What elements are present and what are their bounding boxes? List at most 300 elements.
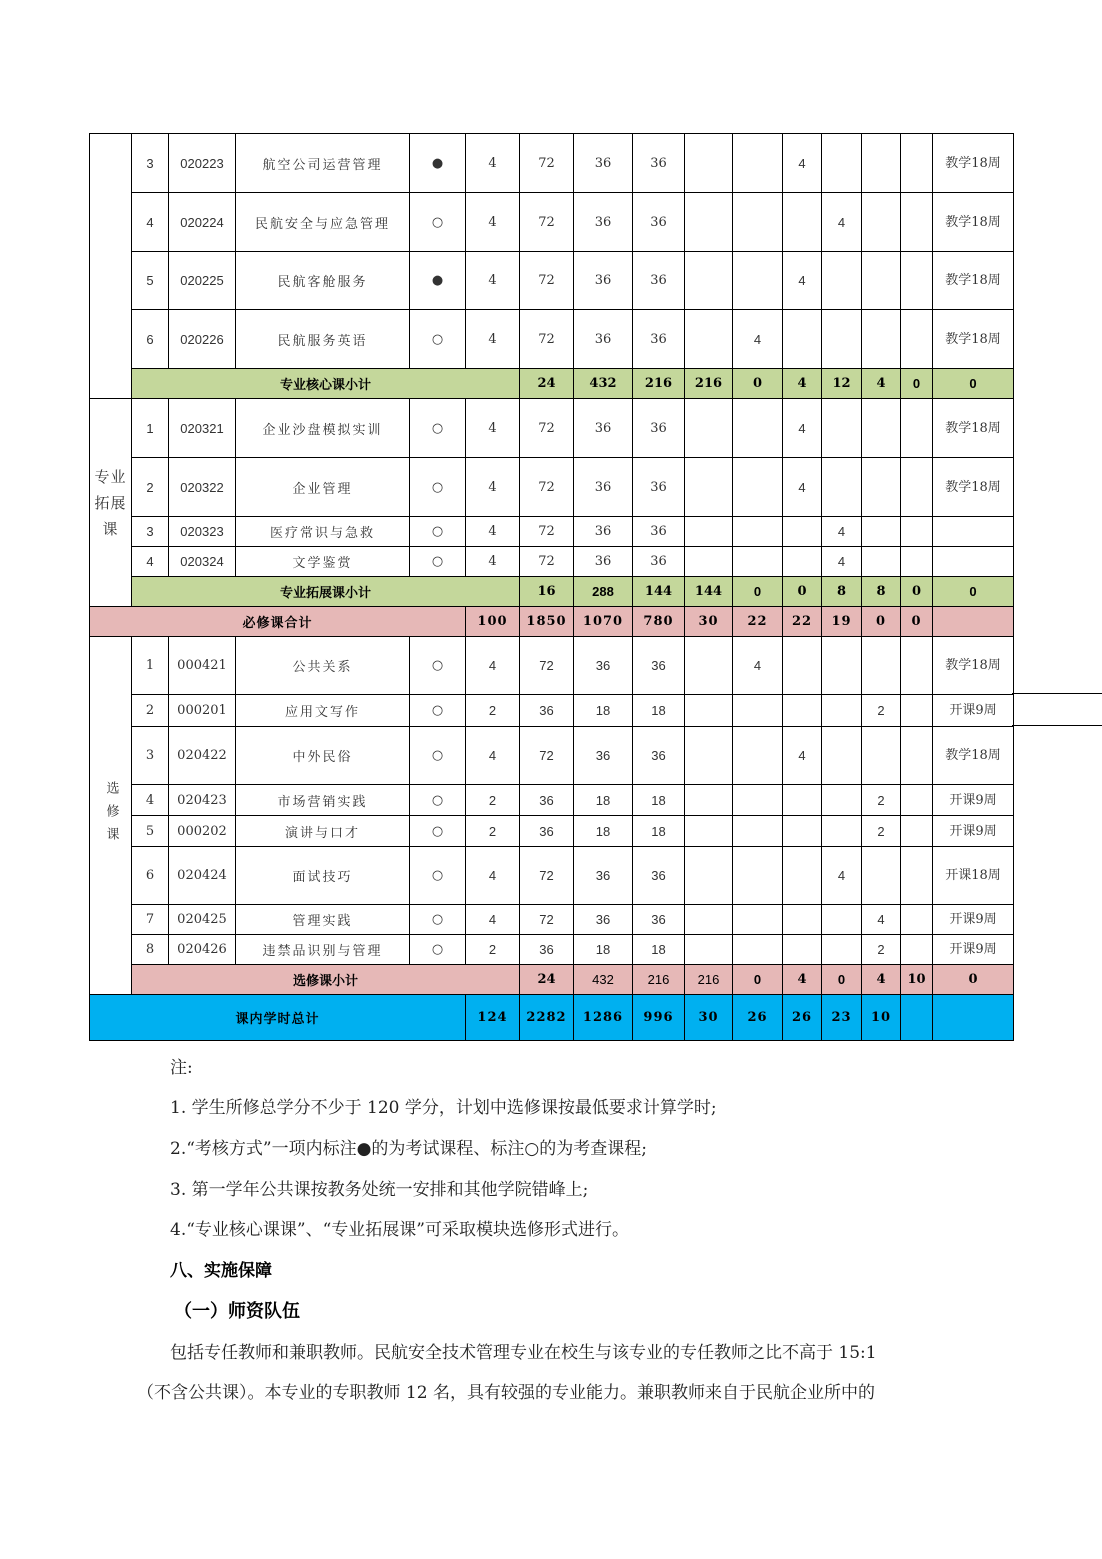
cell-s5 bbox=[862, 517, 901, 547]
subtotal-label: 课内学时总计 bbox=[90, 995, 466, 1041]
cell-s6 bbox=[901, 905, 933, 935]
cell-credits: 4 bbox=[466, 193, 520, 252]
course-number: 7 bbox=[132, 905, 169, 935]
course-note: 教学18周 bbox=[933, 458, 1014, 517]
check-open-circle-icon: ○ bbox=[410, 193, 466, 252]
cell-s1 bbox=[685, 816, 733, 847]
cell-s4 bbox=[822, 134, 862, 193]
course-note: 教学18周 bbox=[933, 134, 1014, 193]
cell-s3 bbox=[783, 695, 822, 727]
cell-s6 bbox=[901, 847, 933, 905]
cell-s2 bbox=[733, 517, 783, 547]
cell-s3 bbox=[783, 847, 822, 905]
course-row bbox=[90, 547, 1014, 577]
cell-practice: 36 bbox=[633, 134, 685, 193]
cell-hours: 72 bbox=[520, 547, 574, 577]
course-row bbox=[90, 785, 1014, 816]
cell-credits: 4 bbox=[466, 517, 520, 547]
cell-hours: 72 bbox=[520, 399, 574, 458]
subtotal-credits: 124 bbox=[466, 995, 520, 1041]
cell-practice: 18 bbox=[633, 816, 685, 847]
cell-s1 bbox=[685, 547, 733, 577]
cell-s6 bbox=[901, 193, 933, 252]
category-extension: 专业拓展课 bbox=[90, 399, 132, 607]
course-name: 中外民俗 bbox=[236, 727, 410, 785]
cell-theory: 36 bbox=[574, 134, 633, 193]
course-code: 000202 bbox=[169, 816, 236, 847]
cell-s2 bbox=[733, 847, 783, 905]
cell-credits: 4 bbox=[466, 637, 520, 695]
course-row bbox=[90, 517, 1014, 547]
cell-s5: 2 bbox=[862, 816, 901, 847]
cell-s6 bbox=[901, 399, 933, 458]
subtotal-credits: 24 bbox=[520, 369, 574, 399]
cell-s5 bbox=[862, 727, 901, 785]
cell-credits: 4 bbox=[466, 905, 520, 935]
cell-s2 bbox=[733, 134, 783, 193]
cell-practice: 18 bbox=[633, 695, 685, 727]
cell-s4 bbox=[822, 399, 862, 458]
cell-s1 bbox=[685, 134, 733, 193]
cell-hours: 72 bbox=[520, 517, 574, 547]
check-open-circle-icon: ○ bbox=[410, 695, 466, 727]
cell-credits: 4 bbox=[466, 252, 520, 310]
course-note: 开课18周 bbox=[933, 847, 1014, 905]
course-code: 020321 bbox=[169, 399, 236, 458]
cell-s1 bbox=[685, 399, 733, 458]
course-row bbox=[90, 727, 1014, 785]
course-note: 教学18周 bbox=[933, 399, 1014, 458]
course-code: 020226 bbox=[169, 310, 236, 369]
cell-s2 bbox=[733, 547, 783, 577]
course-code: 020324 bbox=[169, 547, 236, 577]
cell-practice: 36 bbox=[633, 399, 685, 458]
check-open-circle-icon: ○ bbox=[410, 847, 466, 905]
cell-s6 bbox=[901, 816, 933, 847]
course-row bbox=[90, 310, 1014, 369]
cell-s4 bbox=[822, 695, 862, 727]
cell-s4: 4 bbox=[822, 517, 862, 547]
subtotal-s5: 10 bbox=[901, 965, 933, 995]
course-number: 1 bbox=[132, 399, 169, 458]
course-row bbox=[90, 458, 1014, 517]
cell-theory: 36 bbox=[574, 399, 633, 458]
subtotal-s1: 0 bbox=[733, 965, 783, 995]
course-number: 1 bbox=[132, 637, 169, 695]
course-note: 教学18周 bbox=[933, 252, 1014, 310]
cell-credits: 2 bbox=[466, 695, 520, 727]
cell-s6 bbox=[901, 517, 933, 547]
subtotal-credits: 16 bbox=[520, 577, 574, 607]
subtotal-label: 专业拓展课小计 bbox=[132, 577, 520, 607]
cell-practice: 36 bbox=[633, 310, 685, 369]
course-code: 020224 bbox=[169, 193, 236, 252]
cell-hours: 72 bbox=[520, 637, 574, 695]
cell-s3: 4 bbox=[783, 458, 822, 517]
cell-s3 bbox=[783, 193, 822, 252]
subtotal-row bbox=[90, 995, 1014, 1041]
subtotal-s5: 0 bbox=[901, 577, 933, 607]
cell-credits: 4 bbox=[466, 399, 520, 458]
cell-theory: 36 bbox=[574, 727, 633, 785]
cell-s3 bbox=[783, 905, 822, 935]
course-name: 企业管理 bbox=[236, 458, 410, 517]
cell-hours: 72 bbox=[520, 727, 574, 785]
subtotal-s2: 4 bbox=[783, 369, 822, 399]
course-note: 开课9周 bbox=[933, 905, 1014, 935]
note-item: 2.“考核方式”一项内标注●的为考试课程、标注○的为考查课程; bbox=[170, 1139, 647, 1159]
subtotal-s4: 19 bbox=[822, 607, 862, 637]
cell-s1 bbox=[685, 935, 733, 965]
cell-s1 bbox=[685, 785, 733, 816]
subtotal-note bbox=[933, 607, 1014, 637]
cell-s2 bbox=[733, 727, 783, 785]
cell-s2 bbox=[733, 252, 783, 310]
subtotal-s5: 0 bbox=[901, 369, 933, 399]
course-number: 3 bbox=[132, 134, 169, 193]
cell-practice: 18 bbox=[633, 785, 685, 816]
subtotal-theory: 1070 bbox=[574, 607, 633, 637]
cell-s2 bbox=[733, 193, 783, 252]
cell-s5 bbox=[862, 193, 901, 252]
cell-theory: 36 bbox=[574, 252, 633, 310]
cell-s3 bbox=[783, 517, 822, 547]
subtotal-s4: 4 bbox=[862, 965, 901, 995]
cell-credits: 4 bbox=[466, 547, 520, 577]
cell-s2: 4 bbox=[733, 310, 783, 369]
cell-credits: 2 bbox=[466, 935, 520, 965]
course-row bbox=[90, 935, 1014, 965]
cell-s5 bbox=[862, 637, 901, 695]
cell-theory: 36 bbox=[574, 517, 633, 547]
subtotal-practice: 216 bbox=[685, 369, 733, 399]
course-name: 航空公司运营管理 bbox=[236, 134, 410, 193]
course-note bbox=[933, 517, 1014, 547]
course-row bbox=[90, 637, 1014, 695]
cell-s1 bbox=[685, 905, 733, 935]
cell-practice: 36 bbox=[633, 727, 685, 785]
cell-hours: 36 bbox=[520, 935, 574, 965]
cell-s3: 4 bbox=[783, 727, 822, 785]
course-number: 4 bbox=[132, 547, 169, 577]
subtotal-row bbox=[90, 577, 1014, 607]
course-row bbox=[90, 193, 1014, 252]
cell-s6 bbox=[901, 637, 933, 695]
subtotal-theory: 144 bbox=[633, 577, 685, 607]
course-code: 020424 bbox=[169, 847, 236, 905]
category-elective: 选修课 bbox=[90, 637, 132, 995]
cell-s3 bbox=[783, 637, 822, 695]
cell-s2 bbox=[733, 695, 783, 727]
subtotal-s6 bbox=[901, 995, 933, 1041]
cell-s5 bbox=[862, 847, 901, 905]
course-note bbox=[933, 547, 1014, 577]
subtotal-s3: 0 bbox=[822, 965, 862, 995]
paragraph-line: 包括专任教师和兼职教师。民航安全技术管理专业在校生与该专业的专任教师之比不高于 15:1 bbox=[170, 1343, 877, 1363]
cell-s6 bbox=[901, 695, 933, 727]
exam-filled-circle-icon: ● bbox=[410, 134, 466, 193]
subtotal-theory: 216 bbox=[633, 369, 685, 399]
cell-s6 bbox=[901, 547, 933, 577]
course-note: 开课9周 bbox=[933, 785, 1014, 816]
cell-s2 bbox=[733, 935, 783, 965]
subtotal-s5: 0 bbox=[862, 607, 901, 637]
cell-s3: 4 bbox=[783, 399, 822, 458]
course-code: 020422 bbox=[169, 727, 236, 785]
cell-s1 bbox=[685, 252, 733, 310]
cell-credits: 4 bbox=[466, 458, 520, 517]
cell-practice: 36 bbox=[633, 193, 685, 252]
course-code: 000201 bbox=[169, 695, 236, 727]
cell-s3 bbox=[783, 785, 822, 816]
cell-s4 bbox=[822, 816, 862, 847]
cell-s5 bbox=[862, 399, 901, 458]
course-name: 面试技巧 bbox=[236, 847, 410, 905]
cell-s5 bbox=[862, 458, 901, 517]
cell-s6 bbox=[901, 935, 933, 965]
subtotal-practice: 216 bbox=[685, 965, 733, 995]
table-extension-line bbox=[1012, 693, 1102, 694]
cell-theory: 36 bbox=[574, 905, 633, 935]
subtotal-credits: 100 bbox=[466, 607, 520, 637]
course-code: 020426 bbox=[169, 935, 236, 965]
cell-s6 bbox=[901, 785, 933, 816]
cell-practice: 36 bbox=[633, 252, 685, 310]
subtotal-s3: 12 bbox=[822, 369, 862, 399]
cell-s6 bbox=[901, 727, 933, 785]
cell-s5 bbox=[862, 134, 901, 193]
category-core-continued bbox=[90, 134, 132, 399]
course-number: 6 bbox=[132, 847, 169, 905]
cell-s3: 4 bbox=[783, 134, 822, 193]
cell-s4 bbox=[822, 637, 862, 695]
subtotal-hours: 432 bbox=[574, 965, 633, 995]
cell-s1 bbox=[685, 193, 733, 252]
course-number: 4 bbox=[132, 785, 169, 816]
section-subtitle: （一）师资队伍 bbox=[174, 1301, 300, 1322]
subtotal-label: 专业核心课小计 bbox=[132, 369, 520, 399]
check-open-circle-icon: ○ bbox=[410, 727, 466, 785]
curriculum-table bbox=[89, 133, 1014, 1041]
cell-s4: 4 bbox=[822, 847, 862, 905]
course-row bbox=[90, 399, 1014, 458]
cell-theory: 18 bbox=[574, 816, 633, 847]
cell-s5: 2 bbox=[862, 785, 901, 816]
cell-s4 bbox=[822, 905, 862, 935]
course-code: 020322 bbox=[169, 458, 236, 517]
cell-credits: 4 bbox=[466, 134, 520, 193]
cell-hours: 72 bbox=[520, 193, 574, 252]
subtotal-theory: 216 bbox=[633, 965, 685, 995]
cell-hours: 72 bbox=[520, 134, 574, 193]
cell-practice: 36 bbox=[633, 517, 685, 547]
cell-s4: 4 bbox=[822, 193, 862, 252]
subtotal-s5: 10 bbox=[862, 995, 901, 1041]
subtotal-s2: 4 bbox=[783, 965, 822, 995]
subtotal-s3: 26 bbox=[783, 995, 822, 1041]
cell-theory: 18 bbox=[574, 785, 633, 816]
cell-credits: 4 bbox=[466, 727, 520, 785]
subtotal-s4: 4 bbox=[862, 369, 901, 399]
cell-s4: 4 bbox=[822, 547, 862, 577]
cell-s4 bbox=[822, 935, 862, 965]
course-row bbox=[90, 905, 1014, 935]
check-open-circle-icon: ○ bbox=[410, 399, 466, 458]
cell-hours: 72 bbox=[520, 252, 574, 310]
course-note: 开课9周 bbox=[933, 816, 1014, 847]
cell-s6 bbox=[901, 310, 933, 369]
subtotal-s6: 0 bbox=[901, 607, 933, 637]
course-code: 020425 bbox=[169, 905, 236, 935]
cell-credits: 2 bbox=[466, 816, 520, 847]
cell-s1 bbox=[685, 517, 733, 547]
course-code: 020225 bbox=[169, 252, 236, 310]
cell-theory: 36 bbox=[574, 547, 633, 577]
cell-s6 bbox=[901, 134, 933, 193]
exam-filled-circle-icon: ● bbox=[410, 252, 466, 310]
course-name: 应用文写作 bbox=[236, 695, 410, 727]
notes-heading: 注: bbox=[170, 1058, 193, 1078]
cell-hours: 36 bbox=[520, 785, 574, 816]
subtotal-practice: 144 bbox=[685, 577, 733, 607]
cell-theory: 36 bbox=[574, 310, 633, 369]
course-name: 企业沙盘模拟实训 bbox=[236, 399, 410, 458]
course-note: 教学18周 bbox=[933, 637, 1014, 695]
check-open-circle-icon: ○ bbox=[410, 905, 466, 935]
cell-s4 bbox=[822, 252, 862, 310]
subtotal-s1: 30 bbox=[685, 995, 733, 1041]
course-note: 教学18周 bbox=[933, 727, 1014, 785]
cell-theory: 36 bbox=[574, 458, 633, 517]
cell-s4 bbox=[822, 458, 862, 517]
course-code: 000421 bbox=[169, 637, 236, 695]
subtotal-s6: 0 bbox=[933, 965, 1014, 995]
course-name: 医疗常识与急救 bbox=[236, 517, 410, 547]
subtotal-s3: 8 bbox=[822, 577, 862, 607]
section-title: 八、实施保障 bbox=[170, 1261, 272, 1281]
check-open-circle-icon: ○ bbox=[410, 637, 466, 695]
cell-theory: 36 bbox=[574, 193, 633, 252]
cell-hours: 72 bbox=[520, 847, 574, 905]
cell-hours: 36 bbox=[520, 695, 574, 727]
cell-s1 bbox=[685, 695, 733, 727]
cell-s4 bbox=[822, 727, 862, 785]
subtotal-practice: 780 bbox=[633, 607, 685, 637]
course-row bbox=[90, 847, 1014, 905]
subtotal-note bbox=[933, 995, 1014, 1041]
cell-practice: 36 bbox=[633, 637, 685, 695]
cell-s5: 4 bbox=[862, 905, 901, 935]
course-name: 市场营销实践 bbox=[236, 785, 410, 816]
course-name: 公共关系 bbox=[236, 637, 410, 695]
cell-s3: 4 bbox=[783, 252, 822, 310]
subtotal-credits: 24 bbox=[520, 965, 574, 995]
cell-s2 bbox=[733, 785, 783, 816]
cell-s2 bbox=[733, 399, 783, 458]
subtotal-s6: 0 bbox=[933, 369, 1014, 399]
course-row bbox=[90, 695, 1014, 727]
cell-s6 bbox=[901, 458, 933, 517]
course-name: 演讲与口才 bbox=[236, 816, 410, 847]
cell-s5 bbox=[862, 252, 901, 310]
check-open-circle-icon: ○ bbox=[410, 785, 466, 816]
course-name: 文学鉴赏 bbox=[236, 547, 410, 577]
cell-s1 bbox=[685, 847, 733, 905]
subtotal-hours: 2282 bbox=[520, 995, 574, 1041]
course-code: 020223 bbox=[169, 134, 236, 193]
cell-practice: 36 bbox=[633, 458, 685, 517]
cell-credits: 4 bbox=[466, 310, 520, 369]
cell-hours: 72 bbox=[520, 310, 574, 369]
cell-credits: 4 bbox=[466, 847, 520, 905]
check-open-circle-icon: ○ bbox=[410, 547, 466, 577]
check-open-circle-icon: ○ bbox=[410, 458, 466, 517]
cell-s3 bbox=[783, 935, 822, 965]
course-name: 违禁品识别与管理 bbox=[236, 935, 410, 965]
cell-credits: 2 bbox=[466, 785, 520, 816]
subtotal-row bbox=[90, 369, 1014, 399]
course-number: 4 bbox=[132, 193, 169, 252]
cell-s1 bbox=[685, 727, 733, 785]
subtotal-s1: 30 bbox=[685, 607, 733, 637]
course-row bbox=[90, 252, 1014, 310]
check-open-circle-icon: ○ bbox=[410, 935, 466, 965]
course-number: 5 bbox=[132, 816, 169, 847]
course-note: 开课9周 bbox=[933, 695, 1014, 727]
course-number: 2 bbox=[132, 695, 169, 727]
subtotal-label: 选修课小计 bbox=[132, 965, 520, 995]
subtotal-s1: 0 bbox=[733, 369, 783, 399]
subtotal-s3: 22 bbox=[783, 607, 822, 637]
cell-practice: 36 bbox=[633, 547, 685, 577]
subtotal-s6: 0 bbox=[933, 577, 1014, 607]
check-open-circle-icon: ○ bbox=[410, 310, 466, 369]
note-item: 4.“专业核心课课”、“专业拓展课”可采取模块选修形式进行。 bbox=[170, 1220, 629, 1240]
subtotal-row bbox=[90, 965, 1014, 995]
course-row bbox=[90, 816, 1014, 847]
subtotal-s2: 0 bbox=[783, 577, 822, 607]
course-row bbox=[90, 134, 1014, 193]
cell-hours: 36 bbox=[520, 816, 574, 847]
cell-s2 bbox=[733, 816, 783, 847]
check-open-circle-icon: ○ bbox=[410, 517, 466, 547]
course-number: 3 bbox=[132, 517, 169, 547]
cell-hours: 72 bbox=[520, 458, 574, 517]
course-name: 民航客舱服务 bbox=[236, 252, 410, 310]
course-number: 5 bbox=[132, 252, 169, 310]
check-open-circle-icon: ○ bbox=[410, 816, 466, 847]
cell-practice: 36 bbox=[633, 905, 685, 935]
cell-s4 bbox=[822, 785, 862, 816]
cell-practice: 18 bbox=[633, 935, 685, 965]
cell-s5: 2 bbox=[862, 935, 901, 965]
subtotal-theory: 1286 bbox=[574, 995, 633, 1041]
course-name: 民航服务英语 bbox=[236, 310, 410, 369]
cell-s2 bbox=[733, 905, 783, 935]
subtotal-s1: 0 bbox=[733, 577, 783, 607]
subtotal-hours: 432 bbox=[574, 369, 633, 399]
subtotal-s4: 8 bbox=[862, 577, 901, 607]
cell-s3 bbox=[783, 547, 822, 577]
course-code: 020323 bbox=[169, 517, 236, 547]
paragraph-line: （不含公共课）。本专业的专职教师 12 名，具有较强的专业能力。兼职教师来自于民航企业所中的 bbox=[137, 1383, 875, 1403]
course-note: 教学18周 bbox=[933, 310, 1014, 369]
cell-theory: 36 bbox=[574, 637, 633, 695]
cell-s2: 4 bbox=[733, 637, 783, 695]
course-number: 6 bbox=[132, 310, 169, 369]
course-name: 民航安全与应急管理 bbox=[236, 193, 410, 252]
subtotal-hours: 288 bbox=[574, 577, 633, 607]
